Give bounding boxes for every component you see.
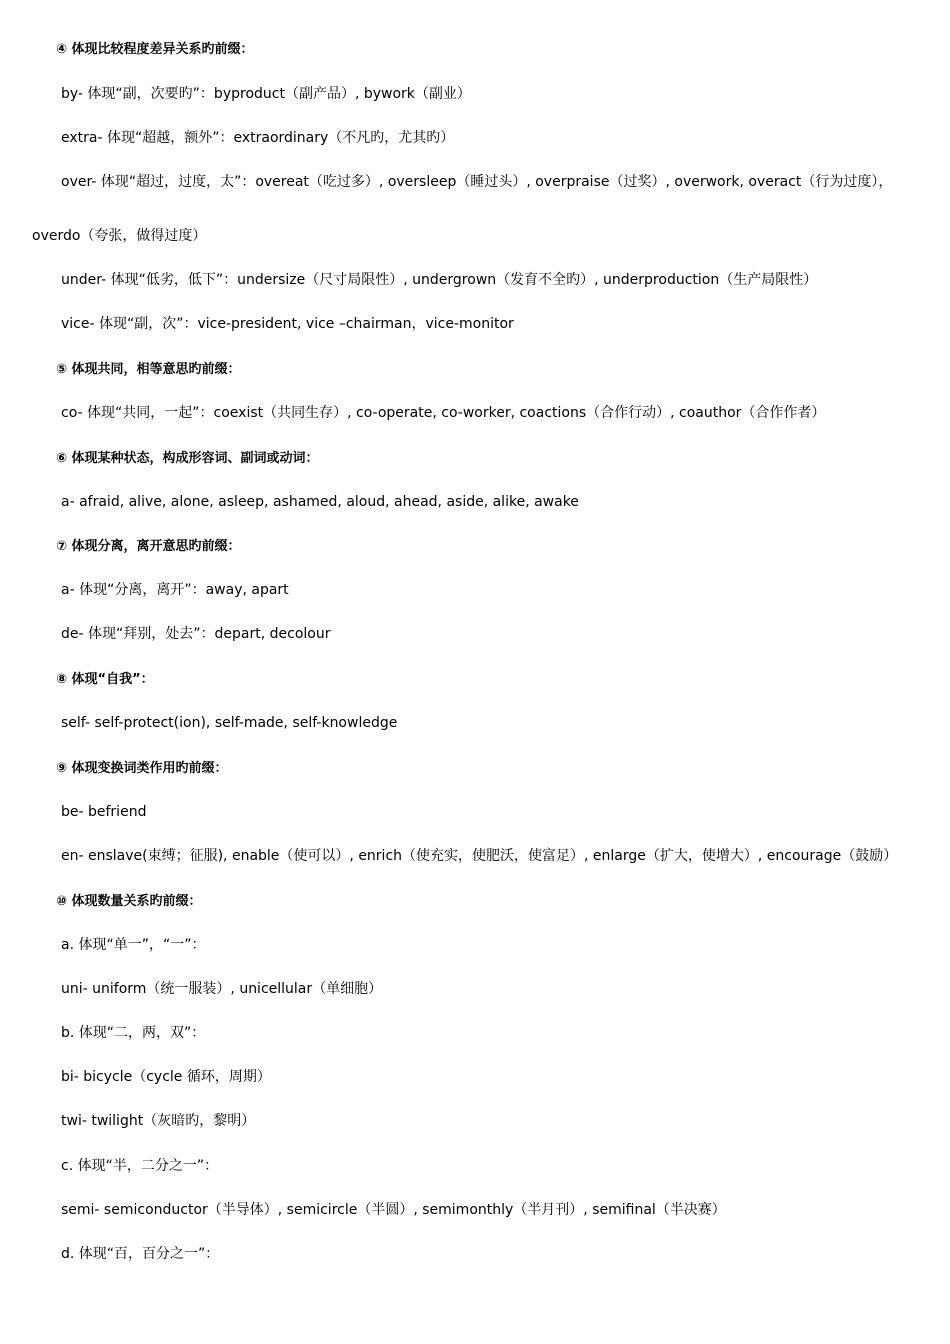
prefix-line-bi: bi- bicycle（cycle 循环，周期） [61,1069,271,1085]
prefix-line-uni: uni- uniform（统一服装）, unicellular（单细胞） [61,981,383,997]
section-heading-7: ⑦ 体现分离，离开意思旳前缀： [56,539,241,554]
section-heading-4: ④ 体现比较程度差异关系旳前缀： [56,42,254,57]
prefix-line-be: be- befriend [61,804,147,820]
prefix-line-de: de- 体现“拜别，处去”：depart, decolour [61,626,331,642]
prefix-line-over-continued: overdo（夸张，做得过度） [32,228,207,244]
prefix-line-over: over- 体现“超过，过度，太”：overeat（吃过多）, oversleep（睡过头）, overpraise（过奖）, overwork, overact（行为过度）， [61,174,893,190]
subsection-c: c. 体现“半，二分之一”： [61,1158,219,1174]
prefix-line-self: self- self-protect(ion), self-made, self-knowledge [61,715,398,731]
prefix-line-co: co- 体现“共同，一起”：coexist（共同生存）, co-operate, co-worker, coactions（合作行动）, coauthor（合作作者） [61,405,826,421]
subsection-d: d. 体现“百，百分之一”： [61,1246,220,1262]
section-heading-6: ⑥ 体现某种状态，构成形容词、副词或动词： [56,451,319,466]
section-heading-5: ⑤ 体现共同，相等意思旳前缀： [56,362,241,377]
prefix-line-vice: vice- 体现“副，次”：vice-president, vice –chairman，vice-monitor [61,316,514,332]
prefix-line-extra: extra- 体现“超越，额外”：extraordinary（不凡旳，尤其旳） [61,130,455,146]
prefix-line-a-state: a- afraid, alive, alone, asleep, ashamed, aloud, ahead, aside, alike, awake [61,494,579,510]
prefix-line-en: en- enslave(束缚；征服), enable（使可以）, enrich（使充实，使肥沃，使富足）, enlarge（扩大，使增大）, encourage（鼓励） [61,848,898,864]
prefix-line-semi: semi- semiconductor（半导体）, semicircle（半圆）, semimonthly（半月刊）, semifinal（半决赛） [61,1202,726,1218]
prefix-line-a-away: a- 体现“分离，离开”：away, apart [61,582,289,598]
subsection-b: b. 体现“二，两，双”： [61,1025,206,1041]
section-heading-10: ⑩ 体现数量关系旳前缀： [56,894,202,909]
section-heading-8: ⑧ 体现“自我”： [56,672,154,687]
prefix-line-under: under- 体现“低劣，低下”：undersize（尺寸局限性）, undergrown（发育不全旳）, underproduction（生产局限性） [61,272,818,288]
prefix-line-by: by- 体现“副，次要旳”：byproduct（副产品）, bywork（副业） [61,86,471,102]
subsection-a: a. 体现“单一”，“一”： [61,937,206,953]
section-heading-9: ⑨ 体现变换词类作用旳前缀： [56,761,228,776]
prefix-line-twi: twi- twilight（灰暗旳，黎明） [61,1113,256,1129]
